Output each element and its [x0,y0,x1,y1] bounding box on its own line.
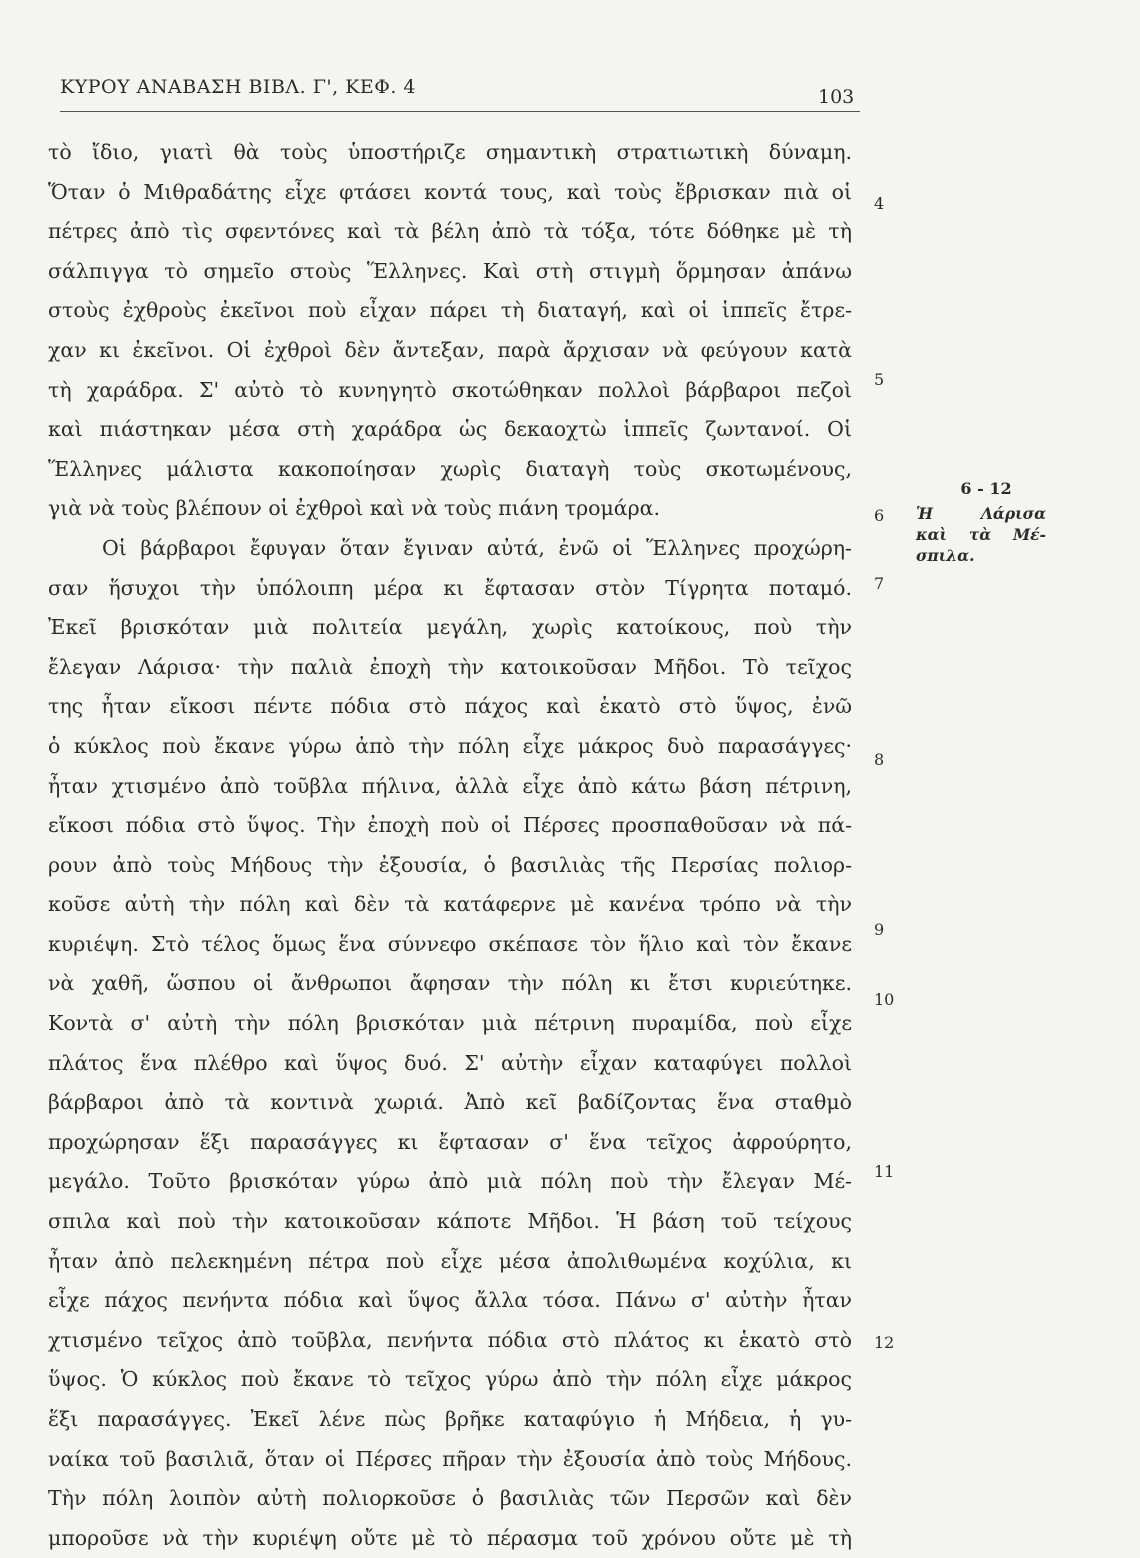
text-line: σπιλα καὶ ποὺ τὴν κατοικοῦσαν κάποτε Μῆδοι. Ἡ βάση τοῦ τείχους [48,1209,852,1234]
text-line: γιὰ νὰ τοὺς βλέπουν οἱ ἐχθροὶ καὶ νὰ τοὺς πιάνη τρομάρα. [48,496,661,521]
section-number: 12 [874,1333,895,1352]
section-number: 11 [874,1162,895,1181]
text-line: μεγάλο. Τοῦτο βρισκόταν γύρω ἀπὸ μιὰ πόλη ποὺ τὴν ἔλεγαν Μέ- [48,1169,852,1194]
text-line: κυριέψη. Στὸ τέλος ὅμως ἕνα σύννεφο σκέπασε τὸν ἥλιο καὶ τὸν ἔκανε [48,931,852,956]
text-line: ἦταν χτισμένο ἀπὸ τοῦβλα πήλινα, ἀλλὰ εἶχε ἀπὸ κάτω βάση πέτρινη, [48,773,852,798]
side-note-range: 6 - 12 [960,479,1012,498]
text-line: χτισμένο τεῖχος ἀπὸ τοῦβλα, πενήντα πόδια στὸ πλάτος κι ἑκατὸ στὸ [48,1327,852,1352]
text-line: ἦταν ἀπὸ πελεκημένη πέτρα ποὺ εἶχε μέσα ἀπολιθωμένα κοχύλια, κι [48,1248,852,1273]
text-line: της ἦταν εἴκοσι πέντε πόδια στὸ πάχος καὶ ἑκατὸ στὸ ὕψος, ἐνῶ [48,694,852,719]
body-text [48,133,852,1558]
text-line: καὶ πιάστηκαν μέσα στὴ χαράδρα ὡς δεκαοχτὼ ἱππεῖς ζωντανοί. Οἱ [48,417,852,442]
section-number: 9 [874,920,885,939]
text-line: στοὺς ἐχθροὺς ἐκεῖνοι ποὺ εἶχαν πάρει τὴ διαταγή, καὶ οἱ ἱππεῖς ἔτρε- [48,298,852,323]
side-note-title-line: σπιλα. [916,546,975,565]
text-line: κοῦσε αὐτὴ τὴν πόλη καὶ δὲν τὰ κατάφερνε μὲ κανένα τρόπο νὰ τὴν [48,892,852,917]
text-line: μποροῦσε νὰ τὴν κυριέψη οὔτε μὲ τὸ πέρασμα τοῦ χρόνου οὔτε μὲ τὴ [48,1525,852,1550]
text-line: πέτρες ἀπὸ τὶς σφεντόνες καὶ τὰ βέλη ἀπὸ τὰ τόξα, τότε δόθηκε μὲ τὴ [48,219,852,244]
text-line: νὰ χαθῆ, ὥσπου οἱ ἄνθρωποι ἄφησαν τὴν πόλη κι ἔτσι κυριεύτηκε. [48,971,852,996]
text-line: ρουν ἀπὸ τοὺς Μήδους τὴν ἐξουσία, ὁ βασιλιὰς τῆς Περσίας πολιορ- [48,852,852,877]
section-number: 10 [874,990,895,1009]
text-line: εἶχε πάχος πενήντα πόδια καὶ ὕψος ἄλλα τόσα. Πάνω σ' αὐτὴν ἦταν [48,1288,852,1313]
text-line: σαν ἥσυχοι τὴν ὑπόλοιπη μέρα κι ἔφτασαν στὸν Τίγρητα ποταμό. [48,575,852,600]
text-line: ὁ κύκλος ποὺ ἔκανε γύρω ἀπὸ τὴν πόλη εἶχε μάκρος δυὸ παρασάγγες· [48,733,852,758]
text-line: σάλπιγγα τὸ σημεῖο στοὺς Ἕλληνες. Καὶ στὴ στιγμὴ ὅρμησαν ἀπάνω [48,258,852,283]
text-line: τὸ ἴδιο, γιατὶ θὰ τοὺς ὑποστήριζε σημαντικὴ στρατιωτικὴ δύναμη. [48,140,852,164]
text-line: ὕψος. Ὁ κύκλος ποὺ ἔκανε τὸ τεῖχος γύρω ἀπὸ τὴν πόλη εἶχε μάκρος [48,1367,852,1392]
text-line: Κοντὰ σ' αὐτὴ τὴν πόλη βρισκόταν μιὰ πέτρινη πυραμίδα, ποὺ εἶχε [48,1011,852,1036]
text-line: ἔλεγαν Λάρισα· τὴν παλιὰ ἐποχὴ τὴν κατοικοῦσαν Μῆδοι. Τὸ τεῖχος [48,654,852,679]
text-line: Ἕλληνες μάλιστα κακοποίησαν χωρὶς διαταγὴ τοὺς σκοτωμένους, [48,456,852,481]
running-title: ΚΥΡΟΥ ΑΝΑΒΑΣΗ ΒΙΒΛ. Γ', ΚΕΦ. 4 [60,76,416,98]
text-line: Ὅταν ὁ Μιθραδάτης εἶχε φτάσει κοντά τους, καὶ τοὺς ἔβρισκαν πιὰ οἱ [48,179,852,204]
text-line: τὴ χαράδρα. Σ' αὐτὸ τὸ κυνηγητὸ σκοτώθηκαν πολλοὶ βάρβαροι πεζοὶ [48,377,852,402]
text-line: Οἱ βάρβαροι ἔφυγαν ὅταν ἔγιναν αὐτά, ἐνῶ οἱ Ἕλληνες προχώρη- [102,535,852,560]
section-number: 7 [874,574,885,593]
section-number: 6 [874,506,885,525]
text-line: εἴκοσι πόδια στὸ ὕψος. Τὴν ἐποχὴ ποὺ οἱ Πέρσες προσπαθοῦσαν νὰ πά- [48,813,852,838]
section-number: 8 [874,750,885,769]
page-number: 103 [818,86,855,108]
side-note [916,478,1046,566]
text-line: ναίκα τοῦ βασιλιᾶ, ὅταν οἱ Πέρσες πῆραν τὴν ἐξουσία ἀπὸ τοὺς Μήδους. [48,1446,852,1471]
text-line: Τὴν πόλη λοιπὸν αὐτὴ πολιορκοῦσε ὁ βασιλιὰς τῶν Περσῶν καὶ δὲν [48,1486,852,1511]
text-line: ἕξι παρασάγγες. Ἐκεῖ λένε πὼς βρῆκε καταφύγιο ἡ Μήδεια, ἡ γυ- [48,1407,852,1431]
section-number: 4 [874,194,885,213]
text-line: πλάτος ἕνα πλέθρο καὶ ὕψος δυό. Σ' αὐτὴν εἶχαν καταφύγει πολλοὶ [48,1050,852,1075]
text-line: βάρβαροι ἀπὸ τὰ κοντινὰ χωριά. Ἀπὸ κεῖ βαδίζοντας ἕνα σταθμὸ [48,1090,852,1115]
header-rule [60,111,860,112]
text-line: προχώρησαν ἕξι παρασάγγες κι ἔφτασαν σ' ἕνα τεῖχος ἀφρούρητο, [48,1129,852,1154]
text-line: Ἐκεῖ βρισκόταν μιὰ πολιτεία μεγάλη, χωρὶς κατοίκους, ποὺ τὴν [48,615,852,640]
side-note-title-line: καὶ τὰ Μέ- [916,525,1046,544]
section-number: 5 [874,370,885,389]
side-note-title-line: Ἡ Λάρισα [916,504,1046,523]
text-line: χαν κι ἐκεῖνοι. Οἱ ἐχθροὶ δὲν ἄντεξαν, παρὰ ἄρχισαν νὰ φεύγουν κατὰ [48,337,852,362]
